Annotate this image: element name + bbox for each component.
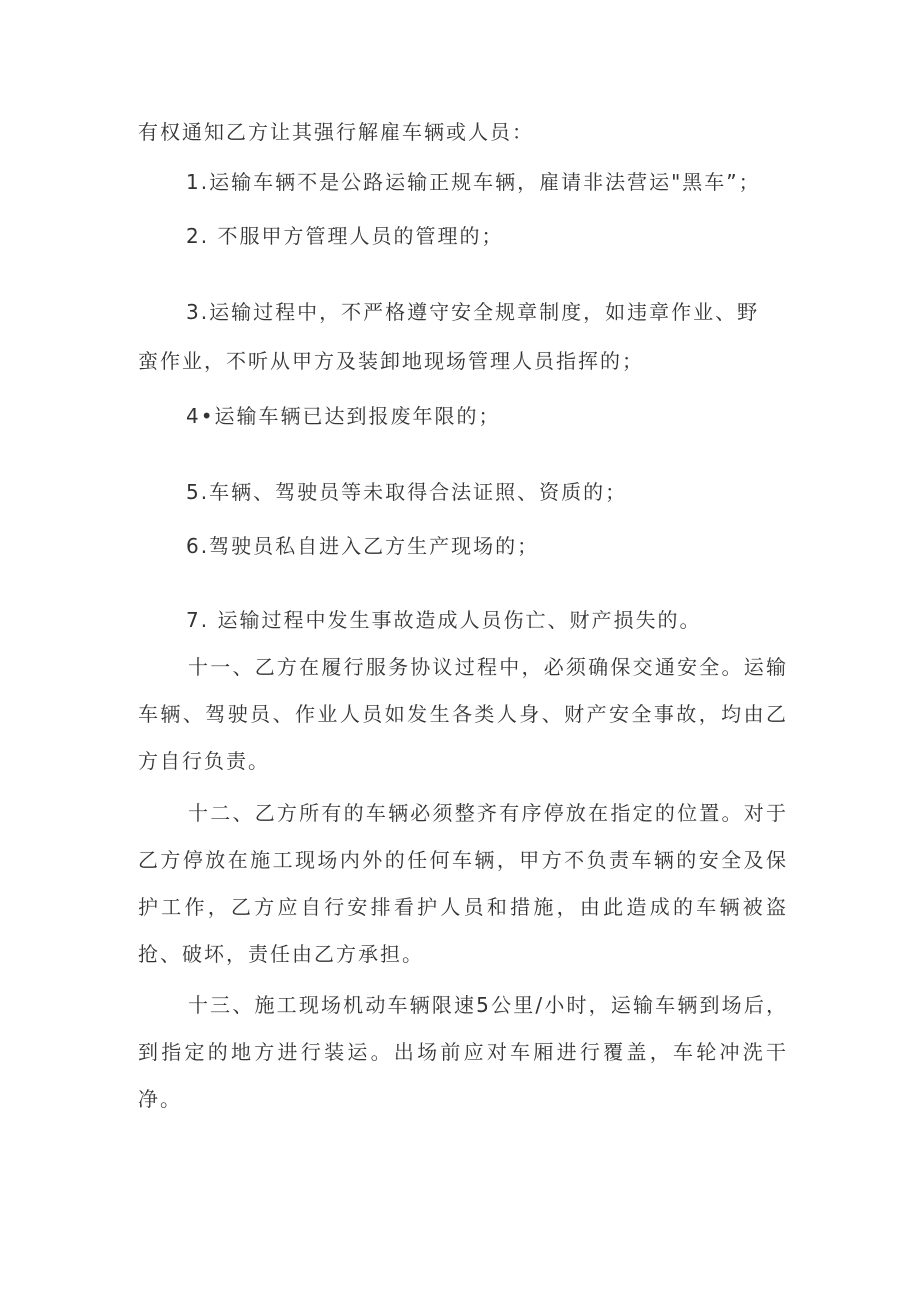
- paragraph-13: 十三、施工现场机动车辆限速5公里/小时，运输车辆到场后，到指定的地方进行装运。出场前应对车厢进行覆盖，车轮冲洗干净。: [138, 993, 788, 1111]
- list-item-6: 6.驾驶员私自进入乙方生产现场的；: [186, 534, 540, 558]
- intro-line: 有权通知乙方让其强行解雇车辆或人员：: [138, 120, 534, 144]
- list-item-4: 4•运输车辆已达到报废年限的；: [186, 404, 501, 428]
- list-item-5: 5.车辆、驾驶员等未取得合法证照、资质的；: [186, 480, 628, 504]
- list-item-3-line-2: 蛮作业，不听从甲方及装卸地现场管理人员指挥的；: [138, 349, 644, 373]
- list-item-3-line-1: 3.运输过程中，不严格遵守安全规章制度，如违章作业、野: [186, 300, 760, 324]
- list-item-1: 1.运输车辆不是公路运输正规车辆，雇请非法营运"黑车”；: [186, 170, 761, 194]
- paragraph-12: 十二、乙方所有的车辆必须整齐有序停放在指定的位置。对于乙方停放在施工现场内外的任何车辆，甲方不负责车辆的安全及保护工作，乙方应自行安排看护人员和措施，由此造成的车辆被盗抢、破坏，责任由乙方承担。: [138, 801, 788, 966]
- list-item-7: 7. 运输过程中发生事故造成人员伤亡、财产损失的。: [186, 608, 702, 632]
- paragraph-11: 十一、乙方在履行服务协议过程中，必须确保交通安全。运输车辆、驾驶员、作业人员如发生各类人身、财产安全事故，均由乙方自行负责。: [138, 655, 788, 773]
- list-item-2: 2. 不服甲方管理人员的管理的；: [186, 224, 504, 248]
